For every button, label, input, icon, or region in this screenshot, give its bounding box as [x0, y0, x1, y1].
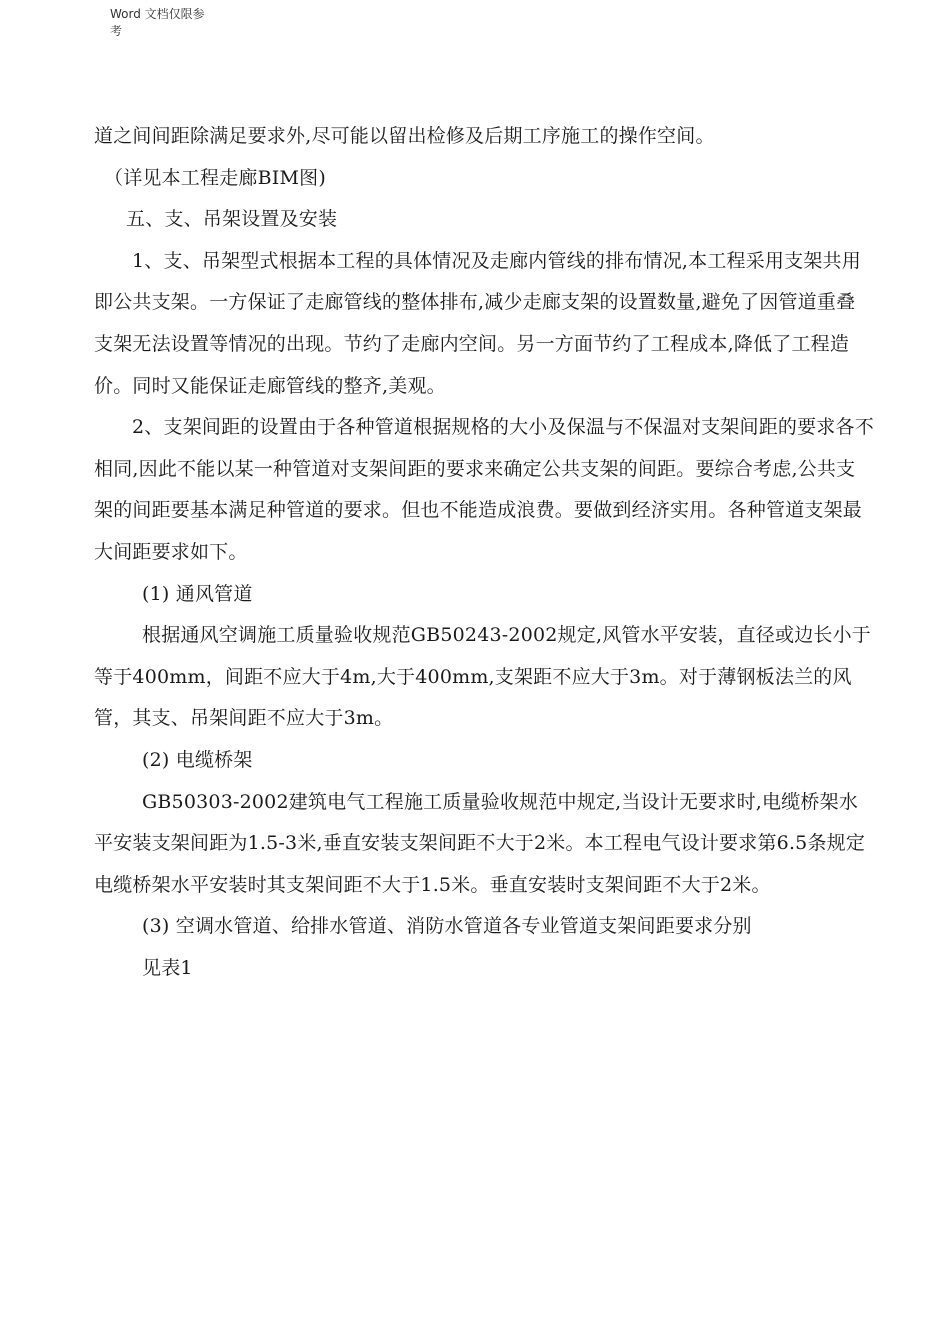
- subheading-water-pipes: (3) 空调水管道、给排水管道、消防水管道各专业管道支架间距要求分别: [142, 915, 752, 938]
- paragraph-table-reference: 见表1: [142, 956, 193, 979]
- subheading-cable-tray: (2) 电缆桥架: [142, 748, 253, 771]
- watermark-line-2: 考: [110, 24, 123, 38]
- subheading-ventilation: (1) 通风管道: [142, 582, 253, 605]
- paragraph-continuation: 道之间间距除满足要求外,尽可能以留出检修及后期工序施工的操作空间。: [94, 125, 715, 147]
- paragraph-ventilation-spec: 根据通风空调施工质量验收规范GB50243-2002规定,风管水平安装，直径或边长小于等于400mm，间距不应大于4m,大于400mm,支架距不应大于3m。对于薄钢板法兰的风管，其支、吊架间距不应大于3m。: [94, 624, 871, 730]
- watermark-header: [110, 6, 240, 40]
- paragraph-bim-reference: （详见本工程走廊BIM图): [104, 166, 326, 189]
- watermark-line-1: Word 文档仅限参: [110, 7, 205, 21]
- paragraph-support-type: 1、支、吊架型式根据本工程的具体情况及走廊内管线的排布情况,本工程采用支架共用即公共支架。一方保证了走廊管线的整体排布,减少走廊支架的设置数量,避免了因管道重叠支架无法设置等情况的出现。节约了走廊内空间。另一方面节约了工程成本,降低了工程造价。同时又能保证走廊管线的整齐,美观。: [94, 249, 861, 397]
- paragraph-cable-tray-spec: GB50303-2002建筑电气工程施工质量验收规范中规定,当设计无要求时,电缆桥架水平安装支架间距为1.5-3米,垂直安装支架间距不大于2米。本工程电气设计要求第6.5条规定电缆桥架水平安装时其支架间距不大于1.5米。垂直安装时支架间距不大于2米。: [94, 790, 866, 896]
- section-heading-support: 五、支、吊架设置及安装: [126, 208, 338, 231]
- paragraph-support-spacing: 2、支架间距的设置由于各种管道根据规格的大小及保温与不保温对支架间距的要求各不相同,因此不能以某一种管道对支架间距的要求来确定公共支架的间距。要综合考虑,公共支架的间距要基本满足种管道的要求。但也不能造成浪费。要做到经济实用。各种管道支架最大间距要求如下。: [94, 416, 874, 563]
- document-body: [94, 116, 874, 989]
